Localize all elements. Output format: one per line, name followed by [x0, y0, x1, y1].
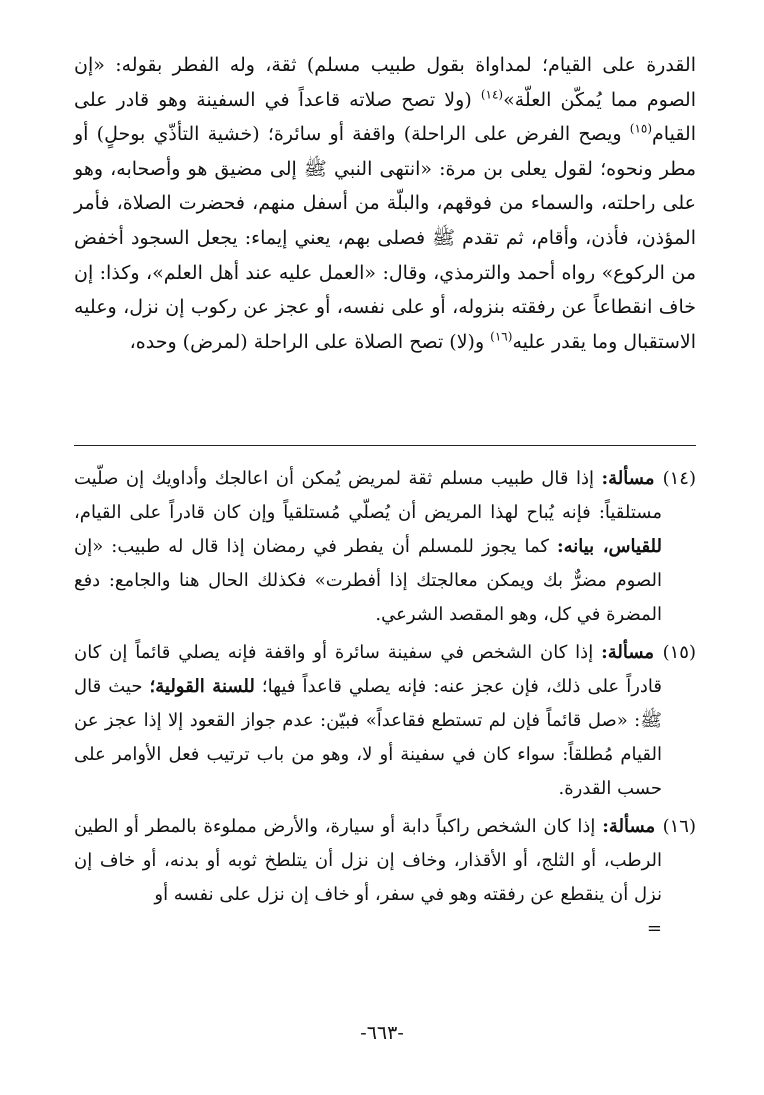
footnote-bold-text: للسنة القولية؛	[149, 676, 255, 697]
footnote-16	[74, 810, 696, 946]
main-text-block	[74, 48, 696, 359]
footnote-number: (١٤)	[662, 468, 696, 489]
main-paragraph	[74, 48, 696, 359]
footnote-label: مسألة:	[601, 642, 655, 663]
footnote-text-end: كما يجوز للمسلم أن يفطر في رمضان إذا قال له طبيب: «إن الصوم مضرٌّ بك ويمكن معالجتك إذا أفطرت» فكذلك الحال هنا والجامع: دفع المضرة في كل، وهو المقصد الشرعي.	[74, 536, 662, 625]
page-number: -٦٦٣-	[360, 1022, 404, 1044]
footnote-ref-15: (١٥)	[629, 121, 653, 136]
footnote-ref-14: (١٤)	[480, 87, 504, 102]
footnote-14	[74, 462, 696, 632]
main-text-part-3: ويصح الفرض على الراحلة) واقفة أو سائرة؛ (خشية التأذّي بوحلٍ) أو مطر ونحوه؛ لقول يعلى بن مرة: «انتهى النبي ﷺ إلى مضيق هو وأصحابه، وهو على راحلته، والسماء من فوقهم، والبلّة من أسفل منهم، فحضرت الصلاة، فأمر المؤذن، فأذن، وأقام، ثم تقدم ﷺ فصلى بهم، يعني إيماء: يجعل السجود أخفض من الركوع» رواه أحمد والترمذي، وقال: «العمل عليه عند أهل العلم»، وكذا: إن خاف انقطاعاً عن رفقته بنزوله، أو على نفسه، أو عجز عن ركوب إن نزل، وعليه الاستقبال وما يقدر عليه	[74, 123, 696, 353]
main-text-part-4: و(لا) تصح الصلاة على الراحلة (لمرض) وحده،	[129, 330, 491, 353]
footnote-text: إذا كان الشخص راكباً دابة أو سيارة، والأرض مملوءة بالمطر أو الطين الرطب، أو الثلج، أو الأقذار، وخاف إن نزل أن يتلطخ ثوبه أو بدنه، أو خاف إن نزل أن ينقطع عن رفقته وهو في سفر، أو خاف إن نزل على نفسه أو	[74, 816, 662, 905]
footnote-label: مسألة:	[601, 468, 655, 489]
main-text-part-2: (ولا تصح صلاته قاعداً في السفينة وهو قادر على القيام	[74, 88, 696, 146]
continuation-mark: =	[646, 918, 662, 939]
footnote-15	[74, 636, 696, 806]
footnote-label: مسألة:	[602, 816, 656, 837]
footnote-ref-16: (١٦)	[490, 329, 513, 344]
footnote-bold-text: للقياس، بيانه:	[556, 536, 662, 557]
footnote-text: إذا كان الشخص في سفينة سائرة أو واقفة فإنه يصلي قائماً إن كان قادراً على ذلك، فإن عجز عنه: فإنه يصلي قاعداً فيها؛	[74, 642, 662, 697]
footnote-number: (١٥)	[662, 642, 696, 663]
footnote-divider	[74, 445, 696, 446]
footnote-text: إذا قال طبيب مسلم ثقة لمريض يُمكن أن اعالجك وأداويك إن صلّيت مستلقياً: فإنه يُباح لهذا المريض أن يُصلّي مُستلقياً وإن كان قادراً على القيام،	[74, 468, 662, 523]
footnote-text-end: حيث قال ﷺ: «صل قائماً فإن لم تستطع فقاعداً» فبيّن: عدم جواز القعود إلا إذا عجز عن القيام مُطلقاً: سواء كان في سفينة أو لا، وهو من باب ترتيب فعل الأوامر على حسب القدرة.	[74, 676, 662, 799]
main-text-part-1: القدرة على القيام؛ لمداواة بقول طبيب مسلم) ثقة، وله الفطر بقوله: «إن الصوم مما يُمكّن العلّة»	[74, 54, 696, 111]
footnotes-section	[74, 462, 696, 950]
footnote-number: (١٦)	[662, 816, 696, 837]
